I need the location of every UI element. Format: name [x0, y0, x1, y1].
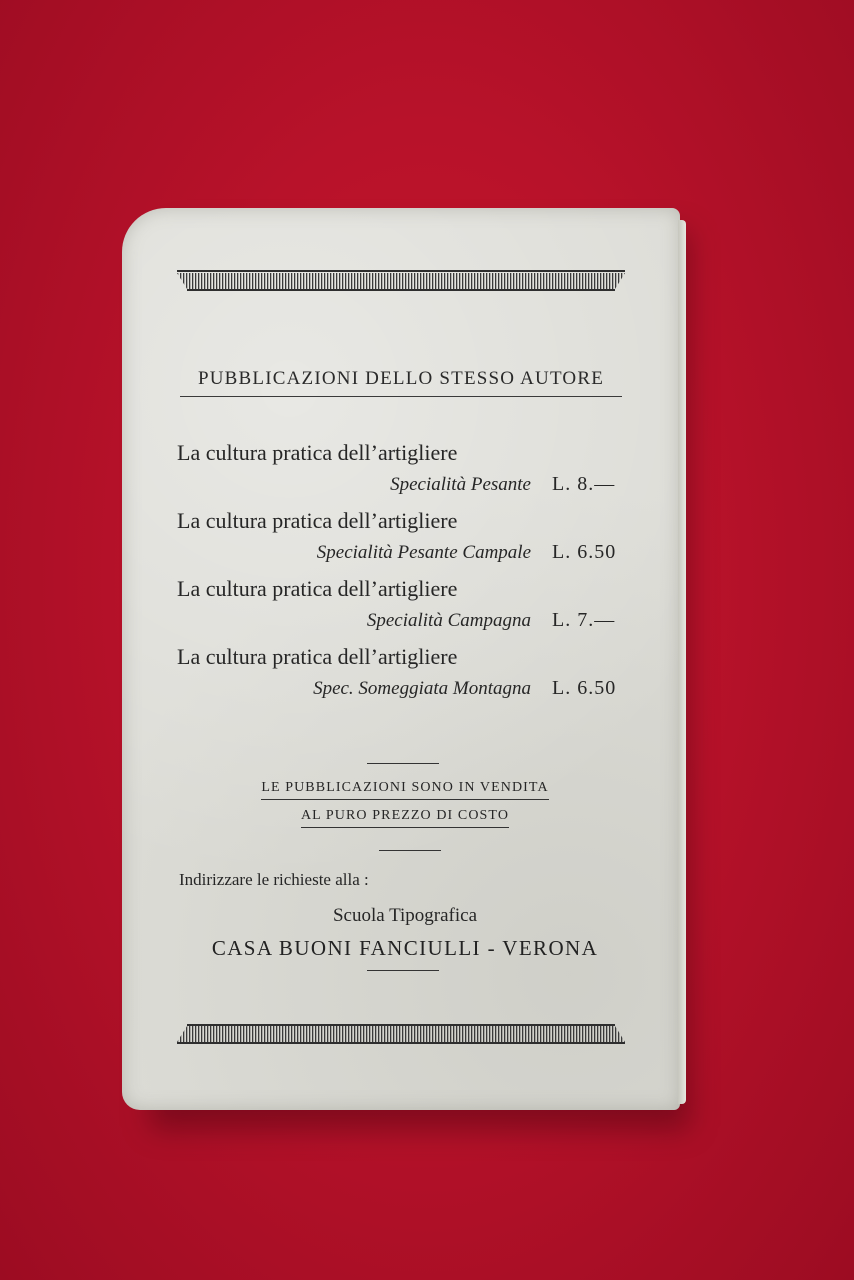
sale-notice-line: [182, 808, 628, 828]
divider: [367, 970, 439, 971]
publication-title: La cultura pratica dell’artigliere: [177, 440, 458, 465]
school-name: Scuola Tipografica: [332, 905, 478, 926]
publisher-name: CASA BUONI FANCIULLI - VERONA: [211, 936, 599, 960]
publication-specialty: Specialità Pesante Campale: [316, 542, 531, 563]
publications-list: [177, 440, 635, 712]
publication-price: L. 6.50: [552, 677, 617, 699]
top-ornament-border: [177, 270, 625, 292]
list-item: [177, 508, 635, 576]
list-item: [177, 440, 635, 508]
bottom-ornament-border: [177, 1023, 625, 1045]
divider: [367, 763, 439, 764]
publication-specialty: Specialità Pesante: [390, 474, 531, 495]
publication-specialty: Spec. Someggiata Montagna: [313, 678, 531, 699]
list-item: [177, 576, 635, 644]
publication-title: La cultura pratica dell’artigliere: [177, 576, 458, 601]
publication-price: L. 6.50: [552, 541, 617, 563]
sale-notice-text: AL PURO PREZZO DI COSTO: [301, 808, 509, 828]
publication-title: La cultura pratica dell’artigliere: [177, 644, 458, 669]
address-intro: Indirizzare le richieste alla :: [179, 870, 369, 889]
list-item: [177, 644, 635, 712]
publication-specialty: Specialità Campagna: [366, 610, 531, 631]
book-back-cover: [122, 208, 680, 1110]
publications-heading: PUBBLICAZIONI DELLO STESSO AUTORE: [180, 368, 622, 397]
publication-title: La cultura pratica dell’artigliere: [177, 508, 458, 533]
sale-notice-line: [182, 780, 628, 800]
publication-price: L. 7.—: [552, 609, 616, 631]
sale-notice-text: LE PUBBLICAZIONI SONO IN VENDITA: [261, 780, 548, 800]
divider: [379, 850, 441, 851]
publication-price: L. 8.—: [552, 473, 616, 495]
